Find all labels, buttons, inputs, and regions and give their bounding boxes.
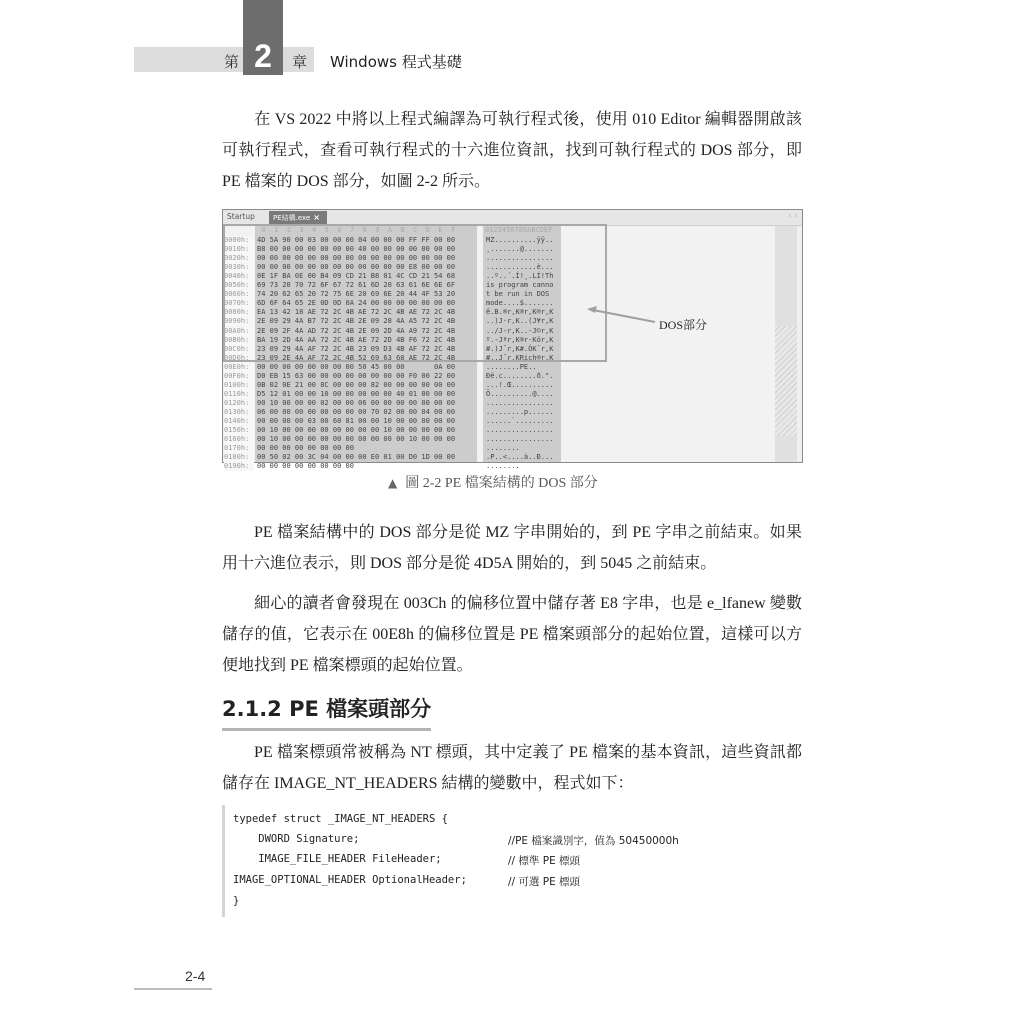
callout-line <box>593 310 655 322</box>
close-icon[interactable]: × <box>313 213 320 222</box>
hex-row-address: 0020h: <box>224 254 254 263</box>
hex-row-ascii[interactable]: ê.B.®r,K®r,K®r,K <box>486 308 554 317</box>
chapter-number: 2 <box>254 38 272 74</box>
hex-row-address: 00D0h: <box>224 354 254 363</box>
tab-nav-arrows-icon[interactable]: ‹ › <box>787 211 798 221</box>
hex-row-ascii[interactable]: .........p...... <box>486 407 554 416</box>
hex-row-address: 00E0h: <box>224 363 254 372</box>
paragraph-text: PE 檔案結構中的 DOS 部分是從 MZ 字串開始的，到 PE 字串之前結束。如果用十六進位表示，則 DOS 部分是從 4D5A 開始的，到 5045 之前結束。 <box>222 524 802 572</box>
hex-row-bytes[interactable]: 69 73 20 70 72 6F 67 72 61 6D 20 63 61 6E 6E 6F <box>257 281 456 290</box>
hex-editor-screenshot <box>222 209 803 471</box>
hex-row-bytes[interactable]: 2E 09 2F 4A AD 72 2C 4B 2E 09 2D 4A A9 72 2C 4B <box>257 326 456 335</box>
hex-row-address: 00F0h: <box>224 372 254 381</box>
hex-row-bytes[interactable]: 00 50 02 00 3C 04 00 00 00 E0 01 00 D0 1D 00 00 <box>257 453 456 462</box>
hex-row-ascii[interactable]: ................ <box>486 435 554 444</box>
triangle-icon: ▲ <box>388 476 398 490</box>
hex-row-ascii[interactable]: ................ <box>486 398 554 407</box>
code-comment: //PE 檔案識別字，值為 50450000h <box>508 835 679 847</box>
hex-row-bytes[interactable]: 0B 02 0E 21 00 8C 00 00 00 82 00 00 00 00 00 00 <box>257 380 456 389</box>
hex-row-bytes[interactable]: 00 00 00 00 00 00 00 00 50 45 00 00 0A 00 <box>257 362 456 371</box>
page-number: 2-4 <box>185 968 206 984</box>
section-heading: 2.1.2 PE 檔案頭部分 <box>222 693 431 731</box>
hex-column-header: 0 1 2 3 4 5 6 7 8 9 A B C D E F <box>253 226 456 234</box>
code-line: } <box>233 895 240 907</box>
hex-row-ascii[interactable]: #.)J¯r,K#.ÓK¯r,K <box>486 344 554 353</box>
hex-row-address: 0050h: <box>224 281 254 290</box>
hex-row-bytes[interactable]: D0 EB 15 63 00 00 00 00 00 00 00 00 F0 00 22 00 <box>257 371 456 380</box>
caption-text: 圖 2-2 PE 檔案結構的 DOS 部分 <box>405 476 598 491</box>
hex-row-ascii[interactable]: ...!.Œ.......... <box>486 380 554 389</box>
code-line: typedef struct _IMAGE_NT_HEADERS { <box>233 813 448 825</box>
hex-row-ascii[interactable]: #..J¯r,KRich®r,K <box>486 353 554 362</box>
hex-row-bytes[interactable]: B8 00 00 00 00 00 00 00 40 00 00 00 00 00 00 00 <box>257 245 456 254</box>
hex-row-bytes[interactable]: 4D 5A 90 00 03 00 00 00 04 00 00 00 FF FF 00 00 <box>257 236 456 244</box>
hex-row-ascii[interactable]: ..)J·r,K..(J¥r,K <box>486 317 554 326</box>
hex-row-ascii[interactable]: t be run in DOS <box>486 290 554 299</box>
vertical-scrollbar[interactable] <box>797 226 802 462</box>
hex-row-bytes[interactable]: 00 00 00 00 00 00 00 00 <box>257 462 354 471</box>
hex-row-bytes[interactable]: 06 00 00 00 00 00 00 00 00 70 02 00 00 04 00 00 <box>257 407 456 416</box>
hex-row-ascii[interactable]: ................ <box>486 254 554 263</box>
paragraph-text: 細心的讀者會發現在 003Ch 的偏移位置中儲存著 E8 字串，也是 e_lfanew 變數儲存的值，它表示在 00E8h 的偏移位置是 PE 檔案頭部分的起始位置，這樣可以方便地找到 PE 檔案標頭的起始位置。 <box>222 595 802 674</box>
hex-row-address: 0090h: <box>224 317 254 326</box>
hex-row-address: 0000h: <box>224 236 254 245</box>
hex-row-ascii[interactable]: ........ <box>486 444 520 453</box>
hex-row-address: 0120h: <box>224 399 254 408</box>
hex-row-ascii[interactable]: ¸.......@....... <box>486 245 554 254</box>
hex-row-address: 0110h: <box>224 390 254 399</box>
paragraph-text: 在 VS 2022 中將以上程式編譯為可執行程式後，使用 010 Editor 編輯器開啟該可執行程式，查看可執行程式的十六進位資訊，找到可執行程式的 DOS 部分，即 PE 檔案的 DOS 部分，如圖 2-2 所示。 <box>222 111 802 190</box>
hex-row-ascii[interactable]: .P..<....à..Ð... <box>486 453 554 462</box>
paragraph-dos-range <box>222 517 802 579</box>
hex-row-address: 0180h: <box>224 453 254 462</box>
code-block <box>222 805 805 917</box>
hex-row-bytes[interactable]: 00 00 00 00 00 00 00 00 <box>257 444 354 453</box>
hex-row-address: 00A0h: <box>224 327 254 336</box>
hex-row-ascii[interactable]: ..º..´.Í!¸.LÍ!Th <box>486 272 554 281</box>
hex-row-address: 0100h: <box>224 381 254 390</box>
paragraph-e-lfanew <box>222 588 802 681</box>
hex-row-bytes[interactable]: 00 10 00 00 00 00 00 00 00 00 10 00 00 00 00 00 <box>257 426 456 435</box>
hex-row-bytes[interactable]: 00 10 00 00 00 02 00 00 06 00 00 00 00 00 00 00 <box>257 398 456 407</box>
hex-row-bytes[interactable]: D5 12 01 00 00 10 00 00 00 00 00 40 01 00 00 00 <box>257 389 456 398</box>
hex-row-address: 0150h: <box>224 426 254 435</box>
hex-row-ascii[interactable]: is program canno <box>486 281 554 290</box>
hex-row-bytes[interactable]: 00 00 00 00 03 00 60 81 00 00 10 00 00 00 00 00 <box>257 417 456 425</box>
hex-row-address: 0140h: <box>224 417 254 426</box>
callout-arrow <box>223 210 802 462</box>
tab-startup[interactable]: Startup <box>227 212 255 221</box>
hex-row-address: 00B0h: <box>224 336 254 345</box>
hex-row-ascii[interactable]: º.-Jªr,K®r-Kör,K <box>486 335 554 344</box>
minimap-hatch <box>775 326 797 436</box>
code-comment: // 可選 PE 標頭 <box>508 876 581 888</box>
footer-rule <box>134 988 212 990</box>
hex-row-bytes[interactable]: 00 00 00 00 00 00 00 00 00 00 00 00 00 00 00 00 <box>257 254 456 263</box>
code-line: IMAGE_FILE_HEADER FileHeader; <box>233 853 442 865</box>
hex-row-ascii[interactable]: ../J-r,K..-J©r,K <box>486 326 554 335</box>
hex-row-ascii[interactable]: ................ <box>486 426 554 435</box>
hex-row-bytes[interactable]: BA 19 2D 4A AA 72 2C 4B AE 72 2D 4B F6 72 2C 4B <box>257 335 456 344</box>
hex-row-address: 0160h: <box>224 435 254 444</box>
callout-label: DOS部分 <box>659 318 708 332</box>
hex-row-address: 0080h: <box>224 308 254 317</box>
hex-row-bytes[interactable]: 00 10 00 00 00 00 00 00 00 00 00 00 10 00 00 00 <box>257 435 456 444</box>
tab-label: PE結構.exe <box>273 214 311 222</box>
paragraph-text: PE 檔案標頭常被稱為 NT 標頭，其中定義了 PE 檔案的基本資訊，這些資訊都儲存在 IMAGE_NT_HEADERS 結構的變數中，程式如下： <box>222 744 802 792</box>
hex-row-bytes[interactable]: 74 20 62 65 20 72 75 6E 20 69 6E 20 44 4F 53 20 <box>257 290 456 299</box>
hex-row-address: 00C0h: <box>224 345 254 354</box>
chapter-suffix: 章 <box>292 53 308 71</box>
hex-row-address: 0070h: <box>224 299 254 308</box>
hex-row-ascii[interactable]: ........ <box>486 462 520 471</box>
code-comment: // 標準 PE 標頭 <box>508 855 581 867</box>
hex-row-bytes[interactable]: EA 13 42 18 AE 72 2C 4B AE 72 2C 4B AE 72 2C 4B <box>257 308 456 317</box>
hex-row-bytes[interactable]: 0E 1F BA 0E 00 B4 09 CD 21 B8 01 4C CD 21 54 68 <box>257 272 456 281</box>
hex-row-bytes[interactable]: 23 09 2E 4A AF 72 2C 4B 52 69 63 68 AE 72 2C 4B <box>257 353 456 362</box>
hex-row-address: 0060h: <box>224 290 254 299</box>
hex-row-bytes[interactable]: 00 00 00 00 00 00 00 00 00 00 00 00 E8 00 00 00 <box>257 263 456 272</box>
hex-row-address: 0030h: <box>224 263 254 272</box>
hex-row-address: 0130h: <box>224 408 254 417</box>
hex-row-ascii[interactable]: Õ..........@.... <box>486 389 554 398</box>
hex-row-address: 0190h: <box>224 462 254 471</box>
hex-row-address: 0170h: <box>224 444 254 453</box>
minimap[interactable] <box>775 226 797 462</box>
paragraph-nt-headers <box>222 737 802 799</box>
hex-row-ascii[interactable]: Ðë.c........ð.". <box>486 371 554 380</box>
code-line: IMAGE_OPTIONAL_HEADER OptionalHeader; <box>233 874 467 886</box>
paragraph-intro <box>222 104 802 197</box>
code-line: DWORD Signature; <box>233 833 360 845</box>
figure-caption <box>388 472 598 492</box>
hex-row-ascii[interactable]: ......`......... <box>486 417 554 425</box>
hex-row-bytes[interactable]: 6D 6F 64 65 2E 0D 0D 0A 24 00 00 00 00 00 00 00 <box>257 299 456 308</box>
chapter-prefix: 第 <box>224 53 240 71</box>
hex-row-ascii[interactable]: ........PE.. <box>486 362 554 371</box>
hex-row-ascii[interactable]: MZ..........ÿÿ.. <box>486 236 554 244</box>
hex-row-address: 0040h: <box>224 272 254 281</box>
callout-arrowhead-icon <box>587 306 597 313</box>
chapter-title: Windows 程式基礎 <box>330 53 462 71</box>
hex-row-bytes[interactable]: 23 09 29 4A AF 72 2C 4B 23 09 D3 4B AF 72 2C 4B <box>257 344 456 353</box>
hex-row-ascii[interactable]: ............è... <box>486 263 554 272</box>
ascii-column-header: 0123456789ABCDEF <box>485 226 553 234</box>
hex-row-ascii[interactable]: mode....$....... <box>486 299 554 308</box>
hex-row-bytes[interactable]: 2E 09 29 4A B7 72 2C 4B 2E 09 28 4A A5 72 2C 4B <box>257 317 456 326</box>
hex-row-address: 0010h: <box>224 245 254 254</box>
